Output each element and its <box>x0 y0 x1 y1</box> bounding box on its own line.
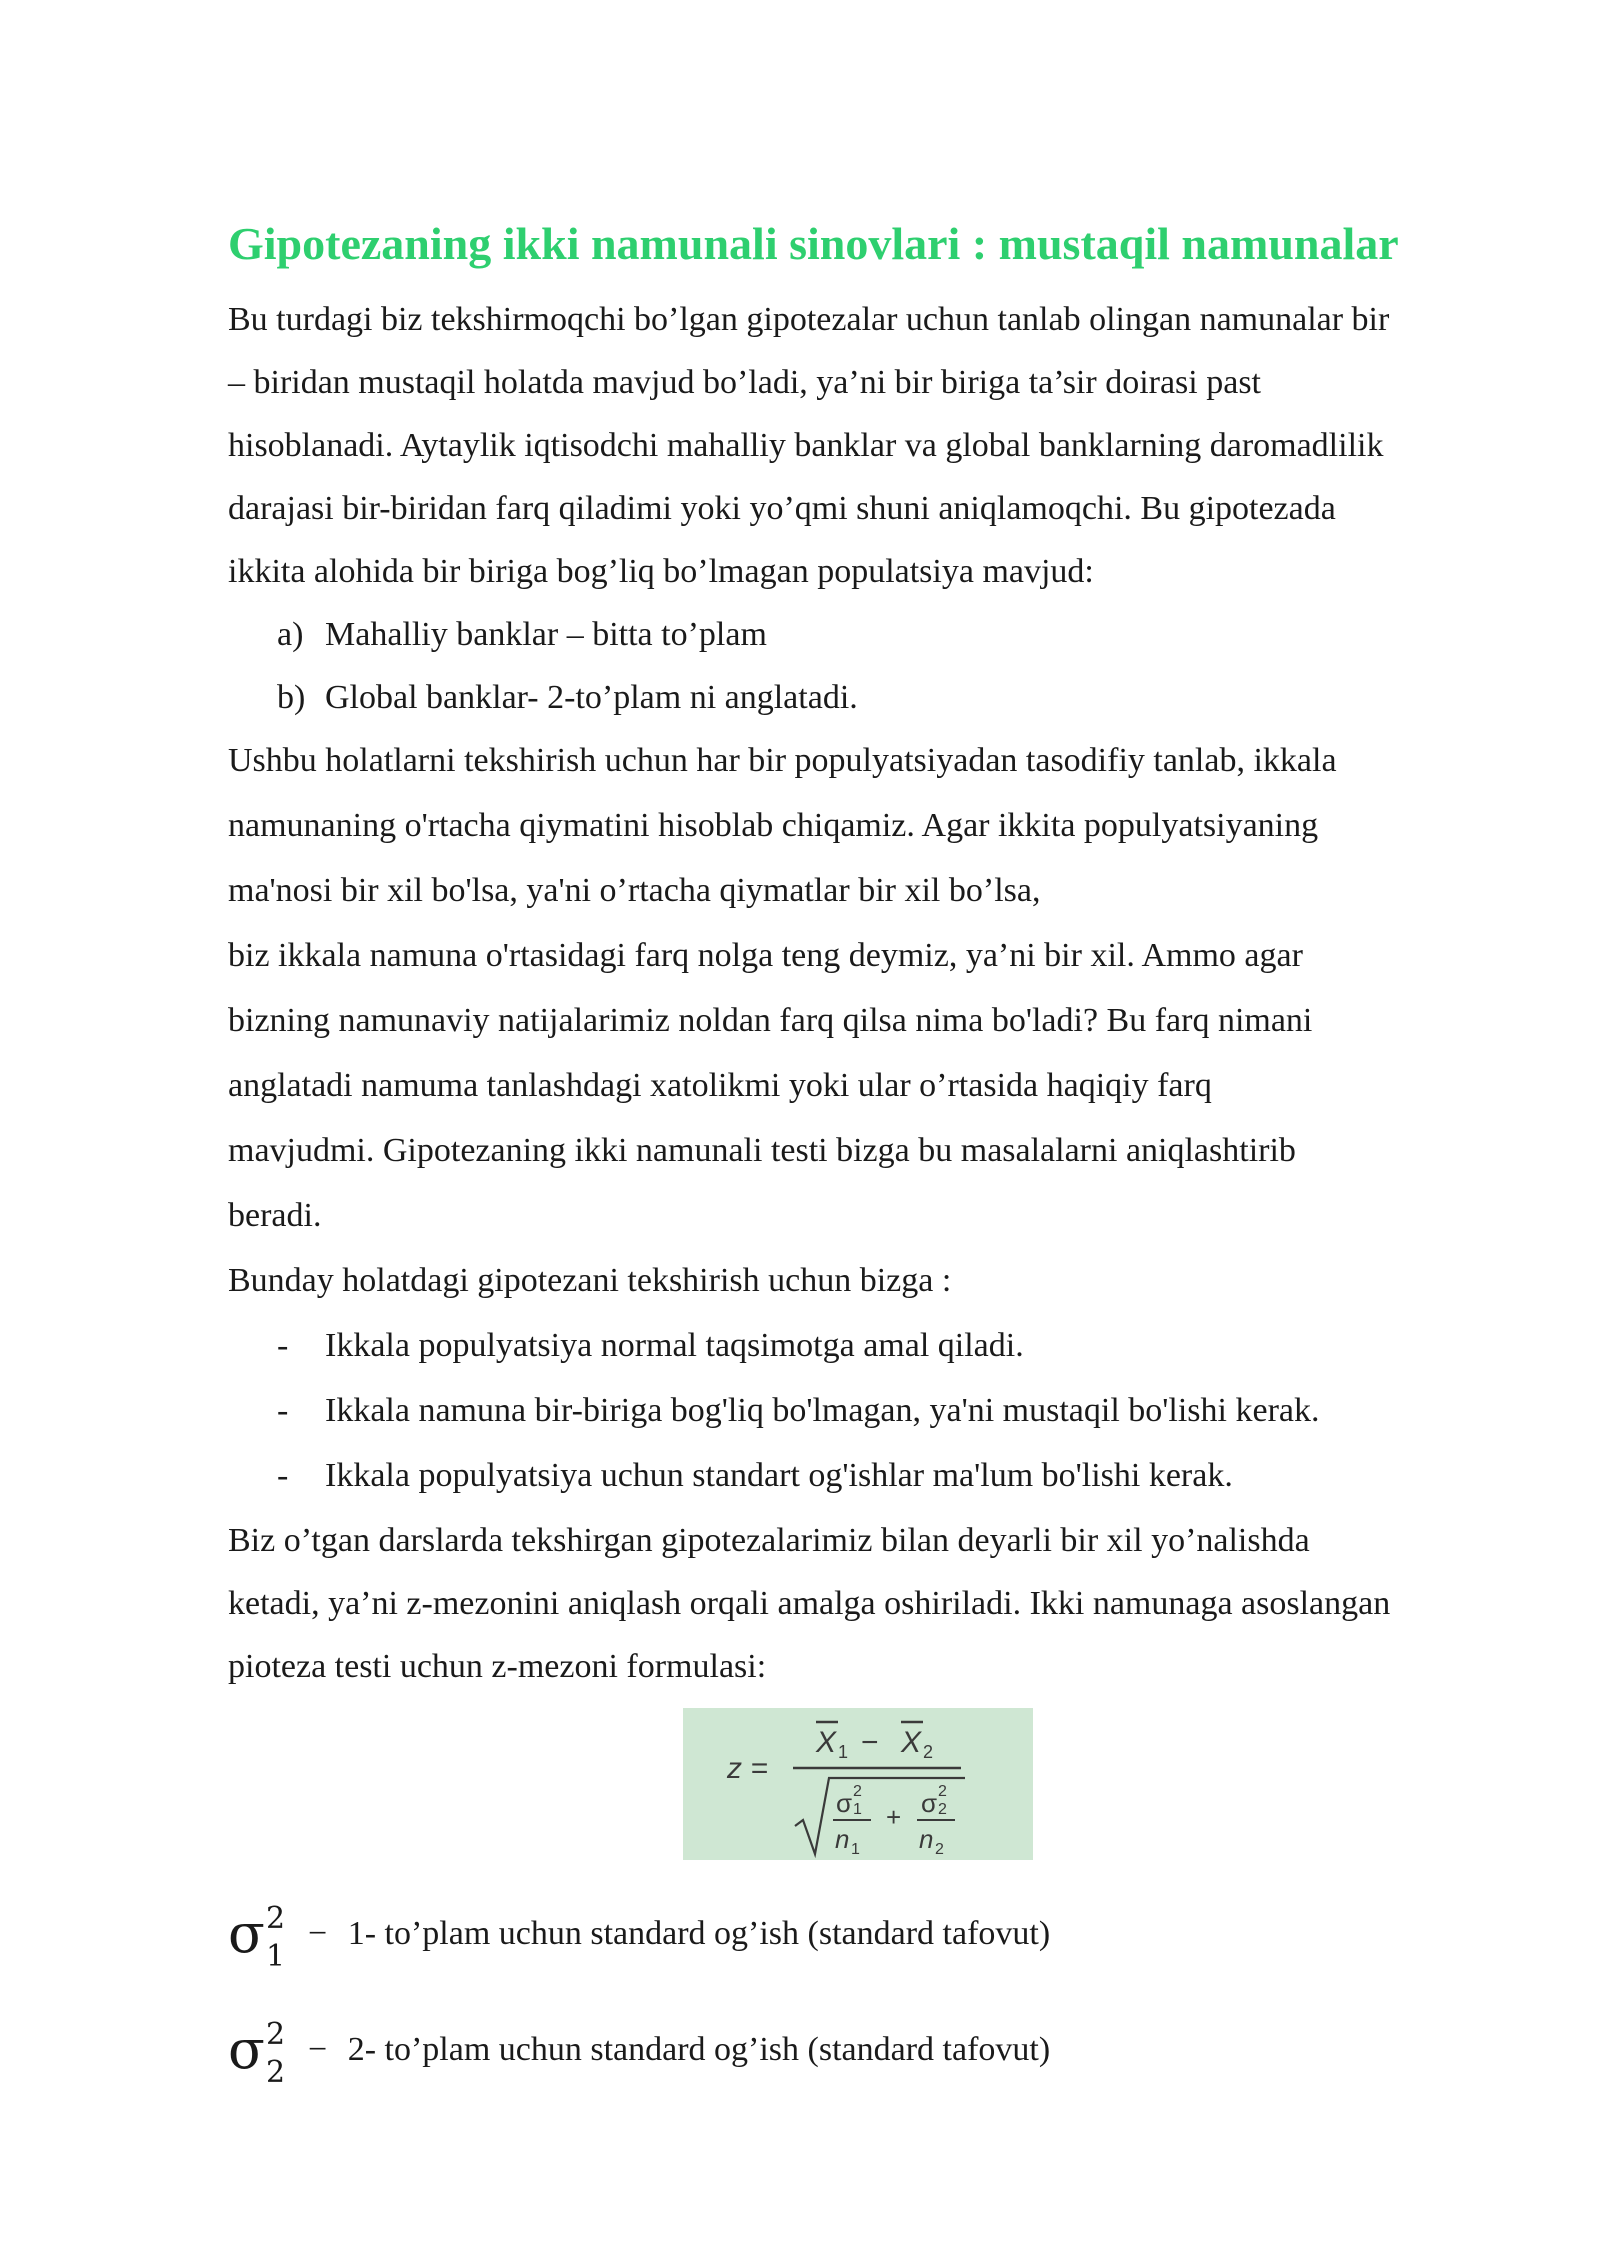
paragraph-line: Biz o’tgan darslarda tekshirgan gipotezalarimiz bilan deyarli bir xil yo’nalishda <box>228 1522 1310 1559</box>
definition-text <box>308 2028 1050 2072</box>
list-marker: b) <box>277 679 306 716</box>
formula-sigma2-sub: 2 <box>938 1801 947 1818</box>
formula-x2: X <box>901 1726 922 1759</box>
list-item: Global banklar- 2-to’plam ni anglatadi. <box>325 679 858 716</box>
list-marker: a) <box>277 616 304 653</box>
definition-sigma2 <box>228 2012 1328 2092</box>
definition-sigma1 <box>228 1896 1328 1976</box>
formula-minus: − <box>861 1726 879 1759</box>
paragraph-line: darajasi bir-biridan farq qiladimi yoki yo’qmi shuni aniqlamoqchi. Bu gipotezada <box>228 490 1336 527</box>
list-item: Mahalliy banklar – bitta to’plam <box>325 616 767 653</box>
sigma-sup: 2 <box>266 1901 286 1936</box>
definition-description: 1- to’plam uchun standard og’ish (standard tafovut) <box>347 1915 1051 1952</box>
paragraph-line: – biridan mustaqil holatda mavjud bo’ladi, ya’ni bir biriga ta’sir doirasi past <box>228 364 1261 401</box>
paragraph-line: mavjudmi. Gipotezaning ikki namunali testi bizga bu masalalarni aniqlashtirib <box>228 1132 1296 1169</box>
paragraph-line: anglatadi namuma tanlashdagi xatolikmi yoki ular o’rtasida haqiqiy farq <box>228 1067 1212 1104</box>
page-title: Gipotezaning ikki namunali sinovlari : mustaqil namunalar <box>228 218 1399 269</box>
sigma-sub: 2 <box>266 2055 286 2090</box>
z-formula-svg <box>683 1708 1033 1860</box>
paragraph-line: beradi. <box>228 1197 322 1234</box>
formula-sigma1-sub: 1 <box>853 1801 862 1818</box>
formula-sigma1-sup: 2 <box>853 1783 862 1800</box>
list-marker: - <box>277 1327 289 1364</box>
definition-dash: − <box>308 2031 328 2068</box>
formula-n2-sub: 2 <box>935 1841 944 1858</box>
list-item: Ikkala populyatsiya uchun standart og'ishlar ma'lum bo'lishi kerak. <box>325 1457 1233 1494</box>
list-marker: - <box>277 1392 289 1429</box>
sigma-glyph: σ <box>228 2018 265 2081</box>
formula-n1-sub: 1 <box>851 1841 860 1858</box>
paragraph-line: Bunday holatdagi gipotezani tekshirish uchun bizga : <box>228 1262 952 1299</box>
formula-sigma2: σ <box>921 1788 938 1818</box>
paragraph-line: Ushbu holatlarni tekshirish uchun har bir populyatsiyadan tasodifiy tanlab, ikkala <box>228 742 1337 779</box>
formula-plus: + <box>886 1802 902 1832</box>
list-item: Ikkala namuna bir-biriga bog'liq bo'lmagan, ya'ni mustaqil bo'lishi kerak. <box>325 1392 1320 1429</box>
paragraph-line: hisoblanadi. Aytaylik iqtisodchi mahalliy banklar va global banklarning daromadlilik <box>228 427 1384 464</box>
sigma1-squared-symbol <box>228 1896 308 1976</box>
paragraph-line: Bu turdagi biz tekshirmoqchi bo’lgan gipotezalar uchun tanlab olingan namunalar bir <box>228 301 1390 338</box>
formula-sub2: 2 <box>923 1742 934 1762</box>
paragraph-line: ma'nosi bir xil bo'lsa, ya'ni o’rtacha qiymatlar bir xil bo’lsa, <box>228 872 1041 909</box>
sigma-sup: 2 <box>266 2017 286 2052</box>
paragraph-line: pioteza testi uchun z-mezoni formulasi: <box>228 1648 767 1685</box>
formula-n1: n <box>835 1824 850 1854</box>
paragraph-line: namunaning o'rtacha qiymatini hisoblab chiqamiz. Agar ikkita populyatsiyaning <box>228 807 1319 844</box>
paragraph-line: ketadi, ya’ni z-mezonini aniqlash orqali amalga oshiriladi. Ikki namunaga asoslangan <box>228 1585 1391 1622</box>
definition-description: 2- to’plam uchun standard og’ish (standard tafovut) <box>347 2031 1051 2068</box>
sigma-glyph: σ <box>228 1902 265 1965</box>
definition-text <box>308 1912 1050 1956</box>
formula-sigma1: σ <box>836 1788 853 1818</box>
list-marker: - <box>277 1457 289 1494</box>
formula-sigma2-sup: 2 <box>938 1783 947 1800</box>
formula-sub1: 1 <box>838 1742 849 1762</box>
sigma-sub: 1 <box>266 1939 286 1974</box>
formula-n2: n <box>919 1824 934 1854</box>
sigma2-squared-symbol <box>228 2012 308 2092</box>
paragraph-line: biz ikkala namuna o'rtasidagi farq nolga teng deymiz, ya’ni bir xil. Ammo agar <box>228 937 1303 974</box>
list-item: Ikkala populyatsiya normal taqsimotga amal qiladi. <box>325 1327 1024 1364</box>
z-formula-image <box>683 1708 1033 1860</box>
paragraph-line: ikkita alohida bir biriga bog’liq bo’lmagan populatsiya mavjud: <box>228 553 1094 590</box>
paragraph-line: bizning namunaviy natijalarimiz noldan farq qilsa nima bo'ladi? Bu farq nimani <box>228 1002 1313 1039</box>
formula-lhs: z = <box>727 1752 768 1785</box>
formula-x1: X <box>816 1726 837 1759</box>
definition-dash: − <box>308 1915 328 1952</box>
